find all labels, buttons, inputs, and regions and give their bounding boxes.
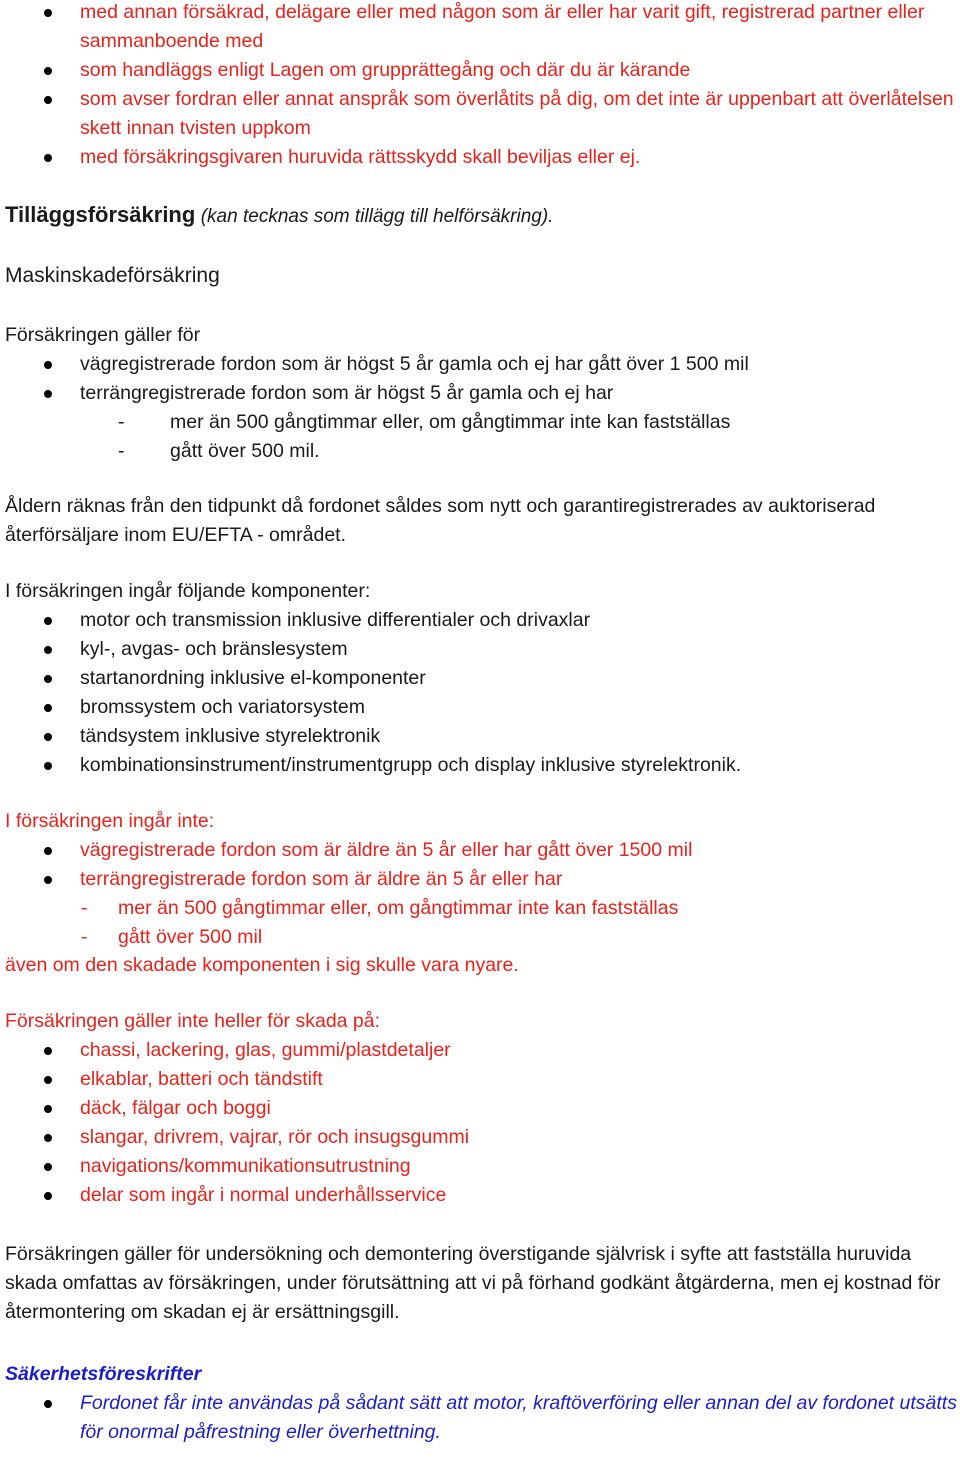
list-item: som handläggs enligt Lagen om grupprättegång och där du är kärande: [5, 56, 960, 85]
excludes-outro: även om den skadade komponenten i sig skulle vara nyare.: [5, 954, 519, 976]
list-item: motor och transmission inklusive differentialer och drivaxlar: [5, 606, 960, 635]
safety-bullet-list: [5, 1389, 960, 1447]
list-item: - gått över 500 mil: [5, 923, 960, 952]
age-paragraph: Åldern räknas från den tidpunkt då fordonet såldes som nytt och garantiregistrerades av auktoriserad återförsäljare inom EU/EFTA - området.: [5, 495, 876, 546]
safety-title: Säkerhetsföreskrifter: [5, 1363, 202, 1385]
includes-bullet-list: [5, 606, 960, 780]
damage-intro: Försäkringen gäller inte heller för skada på:: [5, 1010, 381, 1032]
applies-intro: Försäkringen gäller för: [5, 324, 201, 346]
list-item: startanordning inklusive el-komponenter: [5, 664, 960, 693]
excludes-intro: I försäkringen ingår inte:: [5, 810, 215, 832]
includes-intro: I försäkringen ingår följande komponenter:: [5, 580, 371, 602]
applies-dash-list: [5, 408, 960, 465]
list-item: - mer än 500 gångtimmar eller, om gångtimmar inte kan fastställas: [5, 894, 960, 923]
list-item: däck, fälgar och boggi: [5, 1094, 960, 1123]
tillagg-title: Tilläggsförsäkring: [5, 202, 196, 227]
intro-bullet-list: [5, 0, 960, 172]
investigation-paragraph: Försäkringen gäller för undersökning och demontering överstigande självrisk i syfte att fastställa huruvida skada omfattas av försäkringen, under förutsättning att vi på förhand godkänt åtgärderna, men ej kostnad för återmontering om skadan ej är ersättningsgill.: [5, 1243, 941, 1323]
list-item: vägregistrerade fordon som är högst 5 år gamla och ej har gått över 1 500 mil: [5, 350, 960, 379]
list-item: som avser fordran eller annat anspråk som överlåtits på dig, om det inte är uppenbart att överlåtelsen skett innan tvisten uppkom: [5, 85, 960, 143]
applies-bullet-list: [5, 350, 960, 408]
tillagg-subtitle: (kan tecknas som tillägg till helförsäkring).: [200, 206, 554, 227]
maskin-title: Maskinskadeförsäkring: [5, 264, 220, 287]
list-item: navigations/kommunikationsutrustning: [5, 1152, 960, 1181]
document: [5, 0, 960, 1447]
list-item: elkablar, batteri och tändstift: [5, 1065, 960, 1094]
list-item: terrängregistrerade fordon som är högst 5 år gamla och ej har: [5, 379, 960, 408]
damage-bullet-list: [5, 1036, 960, 1210]
list-item: bromssystem och variatorsystem: [5, 693, 960, 722]
list-item: vägregistrerade fordon som är äldre än 5 år eller har gått över 1500 mil: [5, 836, 960, 865]
list-item: delar som ingår i normal underhållsservice: [5, 1181, 960, 1210]
tillagg-heading: [5, 200, 960, 231]
list-item: kombinationsinstrument/instrumentgrupp och display inklusive styrelektronik.: [5, 751, 960, 780]
list-item: slangar, drivrem, vajrar, rör och insugsgummi: [5, 1123, 960, 1152]
list-item: - mer än 500 gångtimmar eller, om gångtimmar inte kan fastställas: [5, 408, 960, 437]
list-item: med annan försäkrad, delägare eller med någon som är eller har varit gift, registrerad partner eller sammanboende med: [5, 0, 960, 56]
list-item: kyl-, avgas- och bränslesystem: [5, 635, 960, 664]
list-item: med försäkringsgivaren huruvida rättsskydd skall beviljas eller ej.: [5, 143, 960, 172]
excludes-bullet-list: [5, 836, 960, 894]
list-item: tändsystem inklusive styrelektronik: [5, 722, 960, 751]
excludes-dash-list: [5, 894, 960, 951]
list-item: chassi, lackering, glas, gummi/plastdetaljer: [5, 1036, 960, 1065]
list-item: Fordonet får inte användas på sådant sätt att motor, kraftöverföring eller annan del av fordonet utsätts för onormal påfrestning eller överhettning.: [5, 1389, 960, 1447]
list-item: terrängregistrerade fordon som är äldre än 5 år eller har: [5, 865, 960, 894]
list-item: - gått över 500 mil.: [5, 437, 960, 466]
